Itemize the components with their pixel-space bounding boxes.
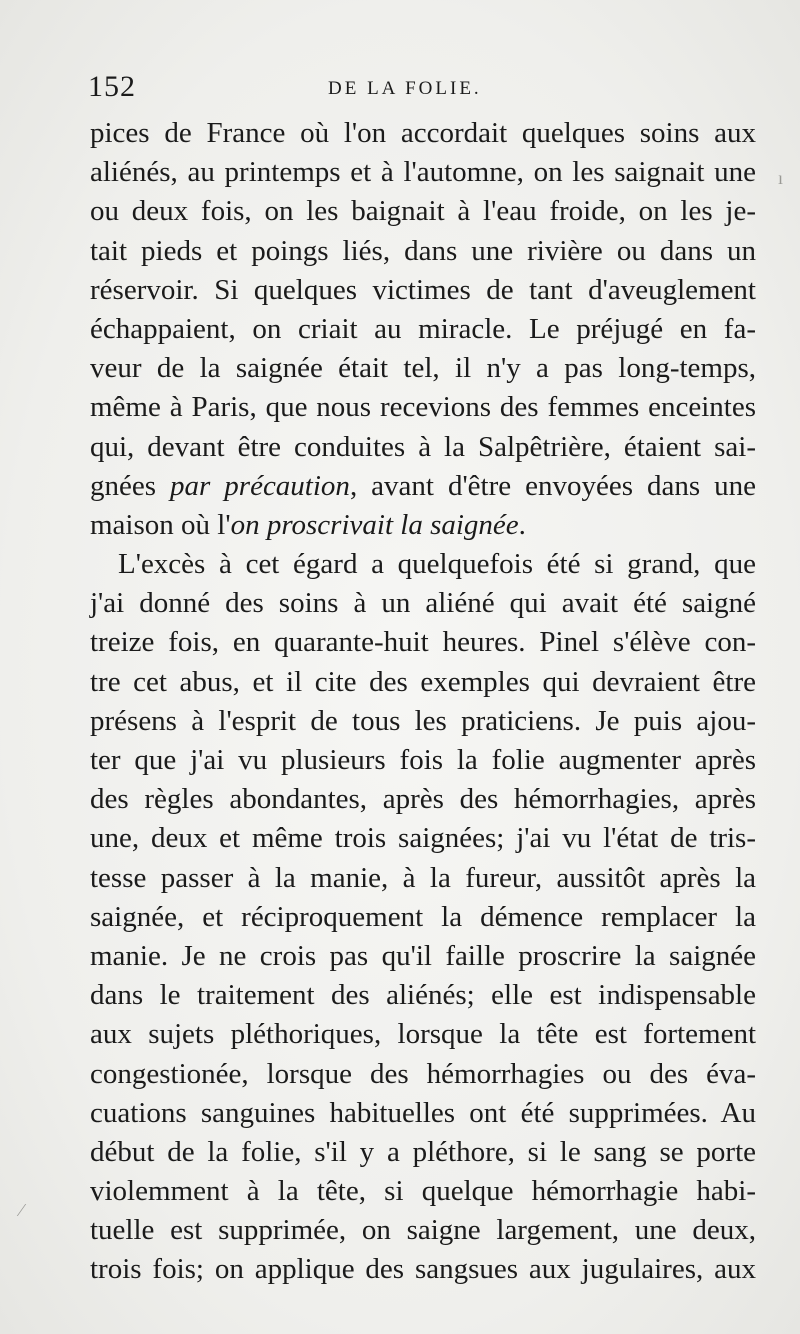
margin-tick-mark: ı: [778, 168, 784, 188]
text-line: ou deux fois, on les baignait à l'eau froide, on les je-: [90, 195, 756, 228]
text-segment: maison où l': [90, 508, 231, 541]
text-line: cuations sanguines habituelles ont été supprimées. Au: [90, 1096, 756, 1129]
text-line: tait pieds et poings liés, dans une rivière ou dans un: [90, 234, 756, 267]
paragraph-2: [90, 545, 756, 1290]
text-line: congestionée, lorsque des hémorrhagies ou des éva-: [90, 1057, 756, 1090]
text-line: tesse passer à la manie, à la fureur, aussitôt après la: [90, 861, 756, 894]
text-segment: , avant d'être envoyées dans une: [349, 469, 756, 502]
running-title: DE LA FOLIE.: [328, 78, 482, 99]
body-text: [90, 114, 756, 1290]
text-line: manie. Je ne crois pas qu'il faille proscrire la saignée: [90, 939, 756, 972]
text-line: tuelle est supprimée, on saigne largement, une deux,: [90, 1214, 756, 1247]
text-line-with-italic: [90, 467, 756, 506]
text-line: tre cet abus, et il cite des exemples qui devraient être: [90, 665, 756, 698]
paragraph-1: [90, 114, 756, 545]
text-line: pices de France où l'on accordait quelques soins aux: [90, 117, 756, 149]
italic-phrase: on proscrivait la saignée: [230, 508, 519, 541]
text-line: une, deux et même trois saignées; j'ai vu l'état de tris-: [90, 822, 756, 855]
text-line: même à Paris, que nous recevions des femmes enceintes: [90, 391, 756, 424]
text-line: veur de la saignée était tel, il n'y a pas long-temps,: [90, 352, 756, 385]
text-line: qui, devant être conduites à la Salpêtrière, étaient sai-: [90, 430, 756, 463]
text-line: aliénés, au printemps et à l'automne, on les saignait une: [90, 156, 756, 189]
text-line: réservoir. Si quelques victimes de tant d'aveuglement: [90, 273, 756, 306]
running-head: [88, 70, 748, 106]
text-segment: .: [518, 508, 526, 541]
margin-tick-mark: ⁄: [20, 1200, 24, 1220]
text-line: présens à l'esprit de tous les praticiens. Je puis ajou-: [90, 704, 756, 737]
text-line: L'excès à cet égard a quelquefois été si grand, que: [118, 548, 756, 581]
text-line-with-italic: [90, 506, 756, 545]
text-line: saignée, et réciproquement la démence remplacer la: [90, 900, 756, 933]
text-line: échappaient, on criait au miracle. Le préjugé en fa-: [90, 312, 756, 345]
text-line: début de la folie, s'il y a pléthore, si le sang se porte: [90, 1135, 756, 1168]
text-line: treize fois, en quarante-huit heures. Pinel s'élève con-: [90, 626, 756, 659]
text-segment: gnées: [90, 469, 171, 502]
text-line: trois fois; on applique des sangsues aux jugulaires, aux: [90, 1253, 756, 1286]
text-line: ter que j'ai vu plusieurs fois la folie augmenter après: [90, 744, 756, 776]
text-line: dans le traitement des aliénés; elle est indispensable: [90, 979, 756, 1012]
text-line: des règles abondantes, après des hémorrhagies, après: [90, 783, 756, 816]
text-line: aux sujets pléthoriques, lorsque la tête est fortement: [90, 1018, 756, 1051]
text-line: j'ai donné des soins à un aliéné qui avait été saigné: [90, 587, 756, 620]
italic-phrase: par précaution: [170, 469, 350, 502]
text-line: violemment à la tête, si quelque hémorrhagie habi-: [90, 1175, 756, 1208]
page-number: 152: [88, 70, 136, 103]
